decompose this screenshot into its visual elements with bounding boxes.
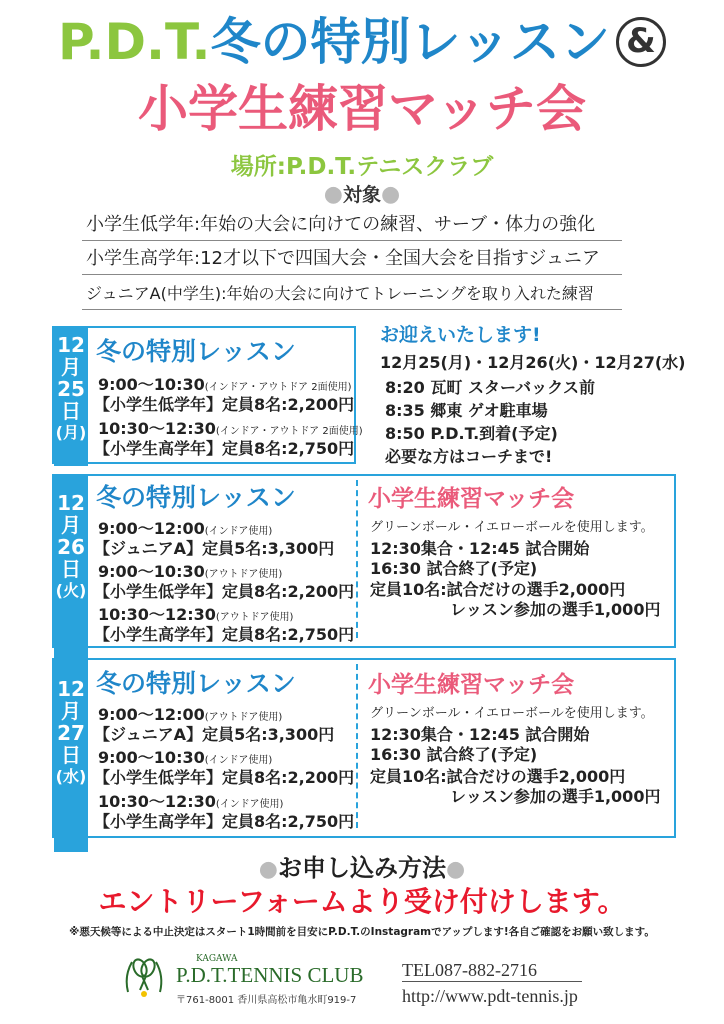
day3-session2-detail: 【小学生低学年】定員8名:2,200円	[94, 768, 355, 787]
ampersand-badge: &	[616, 17, 666, 67]
circle-bullet-icon: ●	[446, 857, 466, 882]
pickup-stop-2: 8:35 郷東 ゲオ駐車場	[385, 401, 548, 420]
day2-session1-time: 9:00〜12:00(インドア使用)	[98, 519, 273, 538]
weather-notice: ※悪天候等による中止決定はスタート1時間前を目安にP.D.T.のInstagramでアップします!各自ご確認をお願い致します。	[69, 926, 655, 938]
day3-session3-time: 10:30〜12:30(インドア使用)	[98, 792, 284, 811]
day3-match-fee-2: レッスン参加の選手1,000円	[450, 787, 661, 806]
target-row-low: 小学生低学年:年始の大会に向けての練習、サーブ・体力の強化	[82, 210, 622, 241]
brand-text: P.D.T.	[58, 13, 211, 71]
club-address: 〒761-8001 香川県高松市亀水町919-7	[176, 995, 357, 1006]
day3-match-ball: グリーンボール・イエローボールを使用します。	[370, 706, 654, 721]
target-heading: ●対象●	[323, 182, 401, 207]
day1-session1-detail: 【小学生低学年】定員8名:2,200円	[94, 395, 355, 414]
day2-match-heading: 小学生練習マッチ会	[368, 486, 575, 512]
day3-match-end: 16:30 試合終了(予定)	[370, 745, 538, 764]
target-row-junior: ジュニアA(中学生):年始の大会に向けてトレーニングを取り入れた練習	[82, 279, 622, 310]
phone-number: TEL087-882-2716	[402, 960, 582, 982]
day3-session1-time: 9:00〜12:00(アウトドア使用)	[98, 705, 283, 724]
day2-lesson-heading: 冬の特別レッスン	[96, 483, 296, 512]
day3-session3-detail: 【小学生高学年】定員8名:2,750円	[94, 812, 355, 831]
day1-session2-detail: 【小学生高学年】定員8名:2,750円	[94, 439, 355, 458]
website-link[interactable]: http://www.pdt-tennis.jp	[402, 986, 578, 1006]
day2-session1-detail: 【ジュニアA】定員5名:3,300円	[94, 539, 335, 558]
day3-session1-detail: 【ジュニアA】定員5名:3,300円	[94, 725, 335, 744]
region-label: KAGAWA	[196, 954, 238, 964]
day2-match-end: 16:30 試合終了(予定)	[370, 559, 538, 578]
main-title	[0, 12, 724, 72]
divider	[356, 664, 358, 828]
day2-date: 12 月 26 日 (火)	[54, 476, 88, 660]
apply-heading: ●お申し込み方法●	[258, 854, 466, 882]
day2-match-fee-2: レッスン参加の選手1,000円	[450, 600, 661, 619]
tennis-racket-logo-icon	[120, 952, 168, 1000]
circle-bullet-icon: ●	[323, 182, 343, 207]
day3-lesson-heading: 冬の特別レッスン	[96, 669, 296, 698]
day1-lesson-heading: 冬の特別レッスン	[96, 337, 296, 366]
day2-session3-detail: 【小学生高学年】定員8名:2,750円	[94, 625, 355, 644]
pickup-heading: お迎えいたします!	[380, 324, 541, 346]
day3-match-fee-1: 定員10名:試合だけの選手2,000円	[370, 767, 626, 786]
day3-match-start: 12:30集合・12:45 試合開始	[370, 725, 590, 744]
pickup-stop-1: 8:20 瓦町 スターバックス前	[385, 378, 595, 397]
subtitle: 小学生練習マッチ会	[138, 80, 586, 138]
pickup-stop-3: 8:50 P.D.T.到着(予定)	[385, 424, 558, 443]
day1-date: 12 月 25 日 (月)	[54, 328, 88, 466]
title-main: 冬の特別レッスン	[210, 13, 610, 71]
place-text: 場所:P.D.T.テニスクラブ	[230, 154, 494, 180]
day1-session2-time: 10:30〜12:30(インドア・アウトドア 2面使用)	[98, 419, 363, 438]
pickup-note: 必要な方はコーチまで!	[385, 447, 553, 466]
day2-session2-time: 9:00〜10:30(アウトドア使用)	[98, 562, 283, 581]
day3-session2-time: 9:00〜10:30(インドア使用)	[98, 748, 273, 767]
day2-match-fee-1: 定員10名:試合だけの選手2,000円	[370, 580, 626, 599]
divider	[356, 480, 358, 638]
club-name: P.D.T.TENNIS CLUB	[176, 963, 364, 987]
day3-match-heading: 小学生練習マッチ会	[368, 672, 575, 698]
day3-date: 12 月 27 日 (水)	[54, 660, 88, 852]
day2-session3-time: 10:30〜12:30(アウトドア使用)	[98, 605, 294, 624]
target-row-high: 小学生高学年:12才以下で四国大会・全国大会を目指すジュニア	[82, 244, 622, 275]
circle-bullet-icon: ●	[381, 182, 401, 207]
day2-match-ball: グリーンボール・イエローボールを使用します。	[370, 520, 654, 535]
circle-bullet-icon: ●	[258, 857, 278, 882]
day2-match-start: 12:30集合・12:45 試合開始	[370, 539, 590, 558]
pickup-dates: 12月25(月)・12月26(火)・12月27(水)	[380, 353, 686, 372]
day1-session1-time: 9:00〜10:30(インドア・アウトドア 2面使用)	[98, 375, 352, 394]
day2-session2-detail: 【小学生低学年】定員8名:2,200円	[94, 582, 355, 601]
entry-text: エントリーフォームより受け付けします。	[98, 885, 626, 918]
